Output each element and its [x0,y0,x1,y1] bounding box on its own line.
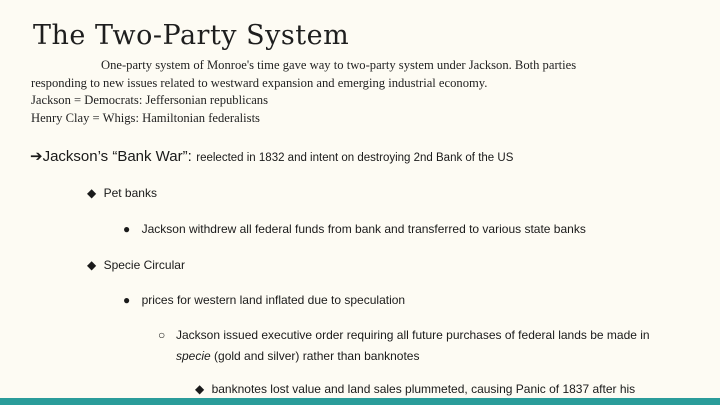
specie-circular-label: Specie Circular [103,258,185,272]
dot-bullet-icon: ● [123,222,131,236]
specie-emphasis: specie [176,349,211,363]
intro-line-4: Henry Clay = Whigs: Hamiltonian federalists [31,110,260,125]
specie-circular-bullet [87,258,185,272]
panic-result-text: banknotes lost value and land sales plummeted, causing Panic of 1837 after his [211,382,636,396]
circle-bullet-icon: ○ [158,328,166,342]
pet-banks-detail-text: Jackson withdrew all federal funds from bank and transferred to various state banks [141,222,586,236]
executive-order-line-1: Jackson issued executive order requiring all future purchases of federal lands be made in [176,328,650,342]
diamond-bullet-icon: ◆ [87,258,97,272]
arrow-icon: ➔ [30,148,43,165]
diamond-bullet-icon: ◆ [195,382,205,396]
bank-war-text: reelected in 1832 and intent on destroying 2nd Bank of the US [196,152,514,164]
intro-paragraph [31,57,691,127]
intro-line-3: Jackson = Democrats: Jeffersonian republicans [31,93,268,107]
intro-line-2: responding to new issues related to westward expansion and emerging industrial economy. [31,75,488,90]
slide-title: The Two-Party System [33,20,350,51]
executive-order-detail [158,325,688,367]
pet-banks-label: Pet banks [103,186,157,200]
bank-war-heading: Jackson’s “Bank War”: [42,148,192,165]
diamond-bullet-icon: ◆ [87,186,97,200]
bank-war-bullet [30,147,513,166]
specie-circular-detail [123,293,405,307]
pet-banks-detail [123,222,586,236]
bottom-accent-bar [0,398,720,405]
intro-line-1: One-party system of Monroe's time gave way to two-party system under Jackson. Both parties [101,58,577,72]
specie-circular-detail-text: prices for western land inflated due to speculation [141,293,406,307]
dot-bullet-icon: ● [123,293,131,307]
executive-order-line-2: (gold and silver) rather than banknotes [210,349,420,363]
panic-result-bullet [195,382,635,396]
pet-banks-bullet [87,186,157,200]
